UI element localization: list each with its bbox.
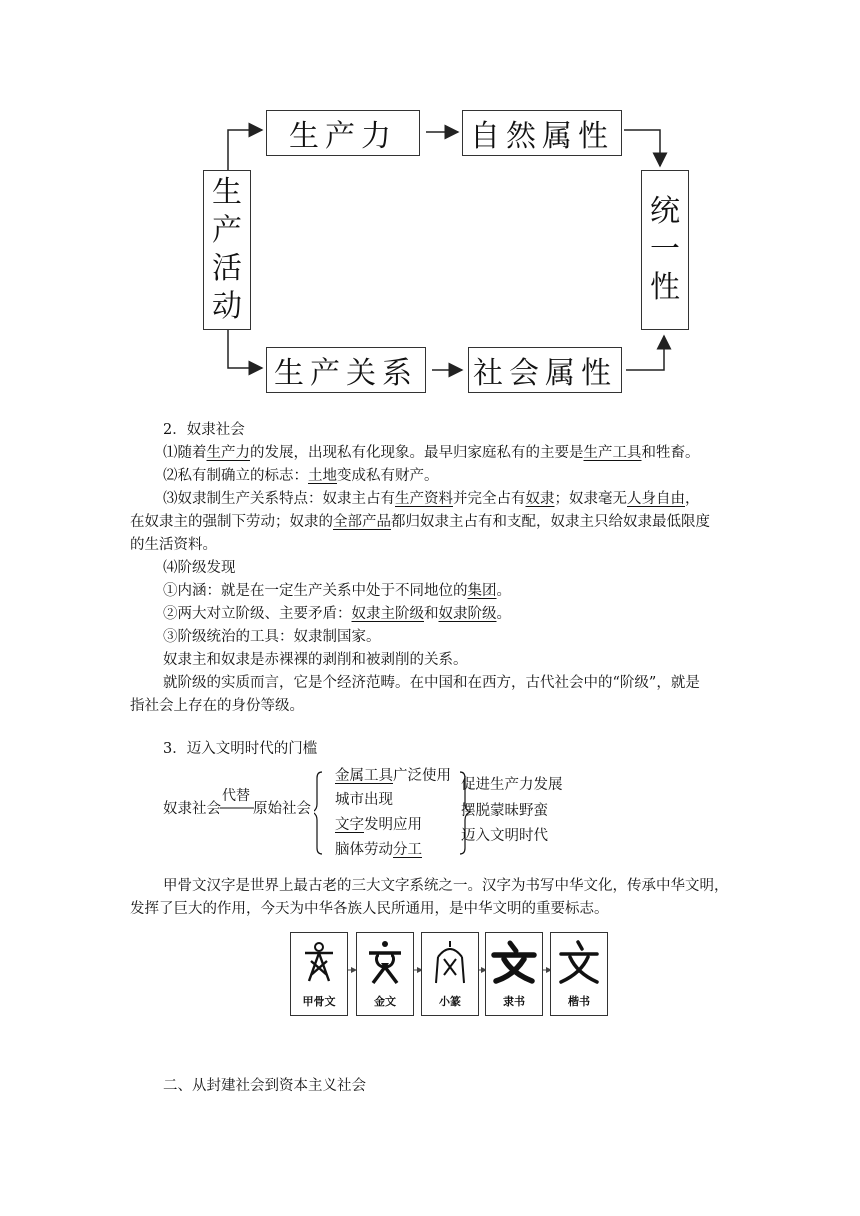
- part2-heading: 二、从封建社会到资本主义社会: [163, 1078, 366, 1094]
- section2-p3-line3: 的生活资料。: [130, 537, 217, 553]
- script-box-seal: [421, 932, 479, 1016]
- answer-all-products: 全部产品: [333, 514, 391, 530]
- production-relations-box: 生产关系: [266, 347, 426, 393]
- script-box-clerical: [485, 932, 543, 1016]
- answer-group: 集团: [467, 583, 497, 599]
- replace-label: 代替: [222, 788, 250, 804]
- regular-glyph-icon: [551, 937, 607, 987]
- diagram-arrows: [0, 0, 860, 400]
- natural-attribute-box: 自然属性: [462, 110, 622, 156]
- production-activity-char-4: 动: [212, 289, 242, 324]
- section2-heading: 2．奴隶社会: [163, 422, 245, 438]
- script-label-regular: 楷书: [568, 995, 590, 1008]
- script-label-bronze: 金文: [374, 995, 396, 1008]
- unity-char-3: 性: [650, 270, 680, 305]
- production-activity-box: [203, 170, 251, 330]
- brace-item-cities: 城市出现: [335, 792, 393, 808]
- answer-means-of-production: 生产资料: [395, 491, 453, 507]
- script-box-bronze: [356, 932, 414, 1016]
- production-activity-char-1: 生: [212, 175, 242, 210]
- section2-p3: ⑶奴隶制生产关系特点：奴隶主占有生产资料并完全占有奴隶；奴隶毫无人身自由，: [163, 491, 700, 507]
- result-productivity: 促进生产力发展: [461, 777, 563, 793]
- section2-p4-1: ①内涵：就是在一定生产关系中处于不同地位的集团。: [163, 583, 511, 599]
- answer-slaves: 奴隶: [525, 491, 555, 507]
- productivity-box: 生产力: [266, 110, 420, 156]
- answer-slave-class: 奴隶阶级: [438, 606, 497, 622]
- section2-p4-2: ②两大对立阶级、主要矛盾：奴隶主阶级和奴隶阶级。: [163, 606, 511, 622]
- script-label-clerical: 隶书: [503, 995, 525, 1008]
- arrow-social-to-unity: [626, 336, 664, 370]
- section3-para-line2: 发挥了巨大的作用，今天为中华各族人民所通用，是中华文明的重要标志。: [130, 901, 609, 917]
- clerical-glyph-icon: [486, 937, 542, 987]
- social-attribute-box: 社会属性: [468, 347, 622, 393]
- arrow-activity-to-relations: [228, 330, 262, 368]
- answer-tools: 生产工具: [583, 445, 642, 461]
- section2-p6-line1: 就阶级的实质而言，它是个经济范畴。在中国和在西方，古代社会中的“阶级”，就是: [163, 675, 700, 691]
- script-box-regular: [550, 932, 608, 1016]
- section2-p4-3: ③阶级统治的工具：奴隶制国家。: [163, 629, 381, 645]
- seal-glyph-icon: [422, 937, 478, 987]
- arrow-natural-to-unity: [624, 130, 660, 166]
- arrow-activity-to-productivity: [228, 130, 262, 170]
- section2-p5: 奴隶主和奴隶是赤裸裸的剥削和被剥削的关系。: [163, 652, 468, 668]
- section2-p2: ⑵私有制确立的标志：土地变成私有财产。: [163, 468, 439, 484]
- section3-para-line1: 甲骨文汉字是世界上最古老的三大文字系统之一。汉字为书写中华文化，传承中华文明，: [163, 878, 729, 894]
- slave-society-label: 奴隶社会: [163, 801, 221, 817]
- replace-line: [220, 806, 256, 812]
- brace-item-labor-division: 脑体劳动分工: [335, 842, 422, 858]
- brace-item-writing: 文字发明应用: [335, 817, 422, 833]
- unity-box: [641, 170, 689, 330]
- oracle-glyph-icon: [291, 937, 347, 987]
- result-civilization: 迈入文明时代: [461, 828, 548, 844]
- script-box-oracle: [290, 932, 348, 1016]
- production-activity-char-2: 产: [212, 213, 242, 248]
- section2-p4: ⑷阶级发现: [163, 560, 236, 576]
- answer-personal-freedom: 人身自由: [627, 491, 685, 507]
- script-label-seal: 小篆: [439, 995, 461, 1008]
- unity-char-1: 统: [650, 194, 680, 229]
- production-activity-char-3: 活: [212, 251, 242, 286]
- section2-p3-line2: 在奴隶主的强制下劳动；奴隶的全部产品都归奴隶主占有和支配，奴隶主只给奴隶最低限度: [130, 514, 710, 530]
- brace-item-metal-tools: 金属工具广泛使用: [335, 768, 451, 784]
- bronze-glyph-icon: [357, 937, 413, 987]
- answer-productivity: 生产力: [206, 445, 250, 461]
- answer-slave-owner-class: 奴隶主阶级: [351, 606, 424, 622]
- result-barbarism: 摆脱蒙昧野蛮: [461, 803, 548, 819]
- section2-p1: ⑴随着生产力的发展，出现私有化现象。最早归家庭私有的主要是生产工具和牲畜。: [163, 445, 700, 461]
- answer-land: 土地: [308, 468, 337, 484]
- script-label-oracle: 甲骨文: [302, 995, 336, 1008]
- section2-p6-line2: 指社会上存在的身份等级。: [130, 698, 304, 714]
- primitive-society-label: 原始社会: [253, 801, 311, 817]
- unity-char-2: 一: [650, 232, 680, 267]
- section3-heading: 3．迈入文明时代的门槛: [163, 741, 318, 757]
